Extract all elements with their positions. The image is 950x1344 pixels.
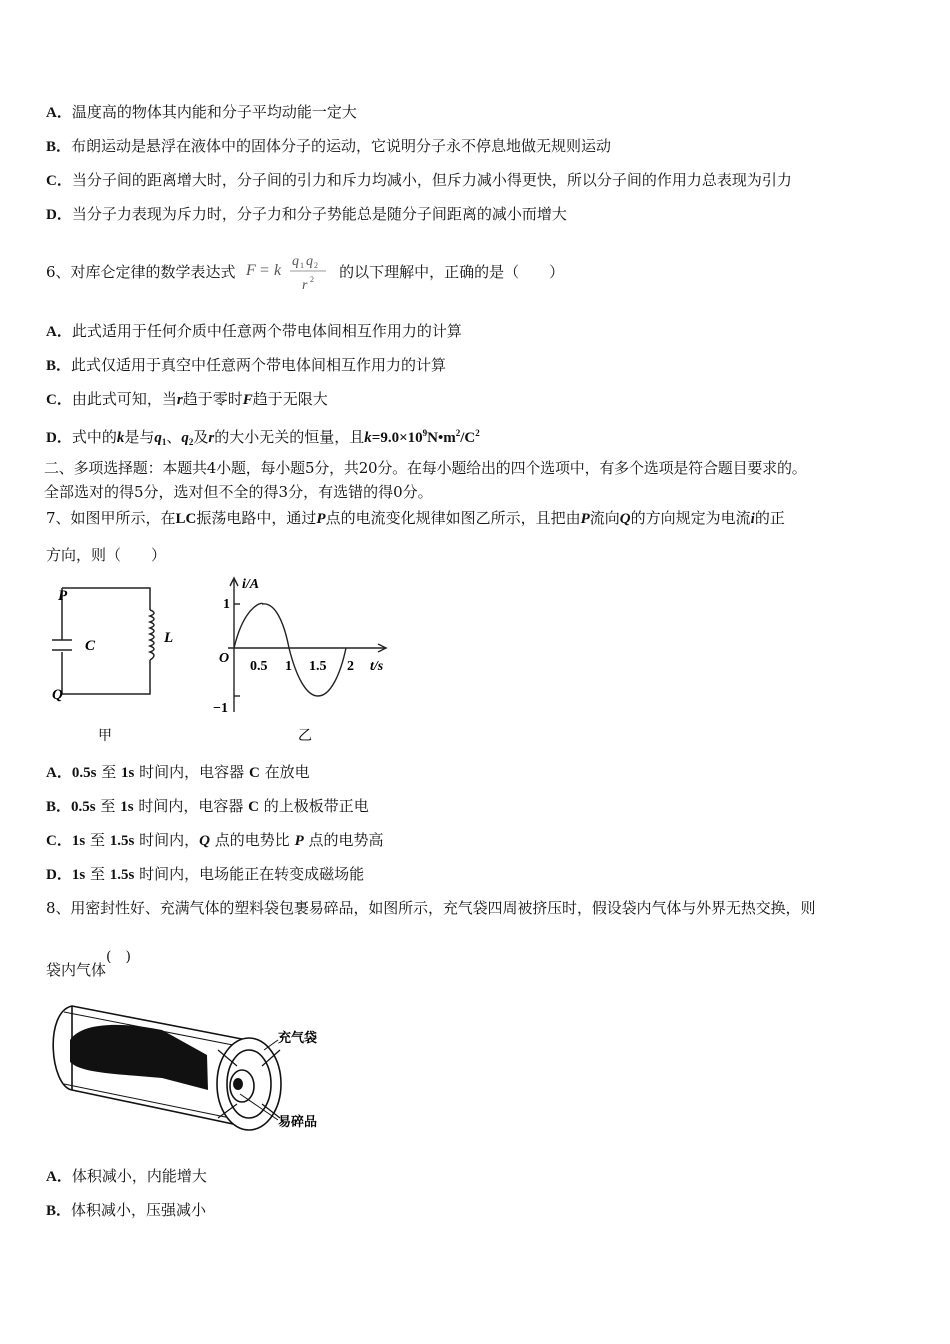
inductor-coil [150, 610, 154, 660]
label-l: L [164, 630, 174, 646]
y-tick-1: 1 [223, 597, 230, 612]
option-text: 由此式可知，当 [71, 390, 177, 408]
point-q: Q [619, 511, 631, 527]
time-value: 1.5s [109, 867, 135, 883]
option-text: 温度高的物体其内能和分子平均动能一定大 [71, 103, 357, 121]
q8-stem-line1: 8、用密封性好、充满气体的塑料袋包裹易碎品，如图所示，充气袋四周被挤压时，假设袋内气体与外界无热交换，则 [46, 899, 816, 917]
option-letter: A． [46, 324, 72, 340]
stem-text: 的方向规定为电流 [630, 509, 751, 527]
option-text: 体积减小，内能增大 [71, 1167, 207, 1185]
option-text: 、 [166, 428, 182, 446]
option-text: 时间内，电场能正在转变成磁场能 [139, 865, 365, 883]
stem-text: 流向 [589, 509, 620, 527]
formula-q1: q [292, 254, 300, 269]
var-q1: q [154, 430, 162, 446]
label-bag: 充气袋 [278, 1031, 318, 1046]
q6-option-d [46, 423, 480, 452]
option-letter: D． [46, 207, 72, 223]
option-text: 至 [89, 831, 105, 849]
x-tick-2: 2 [347, 659, 354, 674]
fragile-item-core [233, 1078, 243, 1090]
option-text: 时间内，电容器 [138, 797, 244, 815]
sub-1: 1 [161, 437, 167, 447]
point-q: Q [199, 833, 210, 849]
q7-figure [40, 572, 410, 752]
time-value: 1s [120, 799, 134, 815]
q8-figure [42, 1000, 332, 1135]
capacitor-c: C [248, 799, 259, 815]
point-p: P [316, 511, 326, 527]
formula-lhs: F [246, 262, 257, 279]
label-c: C [85, 638, 96, 654]
section2-line2: 全部选对的得5分，选对但不全的得3分，有选错的得0分。 [44, 483, 433, 501]
time-value: 1s [71, 867, 86, 883]
option-text: 当分子力表现为斥力时，分子力和分子势能总是随分子间距离的减小而增大 [71, 205, 567, 223]
q7-stem-line2: 方向，则（ ） [46, 546, 167, 564]
var-r: r [208, 430, 215, 446]
var-k: k [116, 430, 125, 446]
time-value: 1s [71, 833, 86, 849]
label-jia: 甲 [98, 728, 112, 744]
label-q: Q [52, 687, 63, 703]
option-text: 至 [100, 797, 116, 815]
q5-option-c [46, 170, 792, 191]
formula-sub1: 1 [300, 261, 305, 270]
option-letter: A． [46, 765, 72, 781]
option-text: 至 [89, 865, 105, 883]
q6-option-c [46, 389, 328, 410]
lc-circuit [52, 588, 154, 694]
option-text: 此式适用于任何介质中任意两个带电体间相互作用力的计算 [71, 322, 462, 340]
option-letter: B． [46, 358, 72, 374]
unit-c: /C [460, 430, 476, 446]
point-p: P [294, 833, 304, 849]
time-value: 0.5s [71, 765, 97, 781]
option-text: 趋于无限大 [252, 390, 328, 408]
x-tick-15: 1.5 [309, 659, 327, 674]
q6-stem-before: 6、对库仑定律的数学表达式 [46, 263, 236, 281]
option-letter: A． [46, 1169, 72, 1185]
option-text: 在放电 [264, 763, 310, 781]
stem-text: 7、如图甲所示，在 [46, 509, 176, 527]
q7-option-c [46, 830, 384, 851]
formula-sub2: 2 [314, 261, 319, 270]
label-p: P [58, 588, 68, 604]
origin-label: O [219, 651, 230, 666]
time-value: 1s [121, 765, 135, 781]
option-letter: D． [46, 867, 72, 883]
circuit-wire-bottom [62, 652, 150, 694]
formula-eq: = [260, 262, 270, 279]
option-text: 及 [193, 428, 209, 446]
option-text: 的大小无关的恒量，且 [214, 428, 365, 446]
lc-label: LC [175, 511, 197, 527]
q5-option-a [46, 102, 357, 123]
time-value: 0.5s [71, 799, 96, 815]
sub-2: 2 [188, 437, 194, 447]
q7-option-d [46, 864, 364, 885]
option-letter: B． [46, 799, 72, 815]
x-tick-05: 0.5 [250, 659, 268, 674]
q6-stem [46, 250, 564, 294]
q5-option-b [46, 136, 611, 157]
option-letter: A． [46, 105, 72, 121]
stem-text: 的正 [754, 509, 785, 527]
q8-option-b [46, 1200, 206, 1221]
circuit-wire-top [62, 588, 150, 610]
q5-option-d [46, 204, 567, 225]
sup-2: 2 [475, 428, 480, 438]
q6-option-b [46, 355, 446, 376]
option-text: 至 [101, 763, 117, 781]
label-item: 易碎品 [278, 1115, 318, 1130]
option-text: 时间内，电容器 [139, 763, 245, 781]
option-letter: D． [46, 430, 72, 446]
constant-value: =9.0×10 [371, 430, 423, 446]
current-curve [234, 603, 346, 696]
formula-den-sup: 2 [310, 275, 315, 284]
option-text: 此式仅适用于真空中任意两个带电体间相互作用力的计算 [71, 356, 447, 374]
var-k: k [364, 430, 372, 446]
var-q2: q [181, 430, 189, 446]
stem-text: 点的电流变化规律如图乙所示，且把由 [325, 509, 581, 527]
capacitor-c: C [248, 765, 260, 781]
option-text: 体积减小，压强减小 [71, 1201, 207, 1219]
x-axis-label: t/s [370, 659, 384, 674]
q7-stem-line1 [46, 508, 785, 529]
coulomb-formula [244, 251, 330, 295]
formula-q2: q [306, 254, 314, 269]
option-letter: C． [46, 833, 72, 849]
y-axis-label: i/A [242, 577, 260, 592]
q6-stem-after: 的以下理解中，正确的是（ ） [339, 263, 565, 281]
option-letter: B． [46, 139, 72, 155]
option-letter: B． [46, 1203, 72, 1219]
answer-paren: ( ) [106, 949, 131, 965]
sup-2: 2 [455, 428, 461, 438]
formula-den: r [302, 278, 308, 293]
var-r: r [176, 392, 183, 408]
option-text: 是与 [124, 428, 155, 446]
section2-line1: 二、多项选择题：本题共4小题，每小题5分，共20分。在每小题给出的四个选项中，有多个选项是符合题目要求的。 [44, 459, 807, 477]
option-text: 时间内， [139, 831, 200, 849]
var-f: F [242, 392, 253, 408]
option-text: 点的电势比 [214, 831, 290, 849]
current-i: i [750, 511, 755, 527]
time-value: 1.5s [109, 833, 135, 849]
x-tick-1: 1 [285, 659, 292, 674]
option-text: 布朗运动是悬浮在液体中的固体分子的运动，它说明分子永不停息地做无规则运动 [71, 137, 612, 155]
stem-text: 袋内气体 [46, 961, 107, 979]
q7-option-a [46, 762, 310, 783]
q8-option-a [46, 1166, 207, 1187]
current-graph [228, 578, 386, 712]
option-text: 式中的 [71, 428, 117, 446]
sup-9: 9 [422, 428, 428, 438]
option-text: 的上极板带正电 [263, 797, 369, 815]
y-tick-minus1: −1 [213, 701, 228, 716]
stem-text: 振荡电路中，通过 [196, 509, 317, 527]
option-text: 趋于零时 [182, 390, 243, 408]
q7-option-b [46, 796, 369, 817]
option-text: 当分子间的距离增大时，分子间的引力和斥力均减小，但斥力减小得更快，所以分子间的作用力总表现为引力 [71, 171, 792, 189]
label-yi: 乙 [298, 728, 312, 744]
option-letter: C． [46, 392, 72, 408]
q8-stem-line2 [46, 949, 131, 981]
unit-nm: N•m [427, 430, 456, 446]
option-letter: C． [46, 173, 72, 189]
q6-option-a [46, 321, 462, 342]
formula-k: k [274, 262, 282, 279]
option-text: 点的电势高 [308, 831, 384, 849]
point-p: P [580, 511, 590, 527]
